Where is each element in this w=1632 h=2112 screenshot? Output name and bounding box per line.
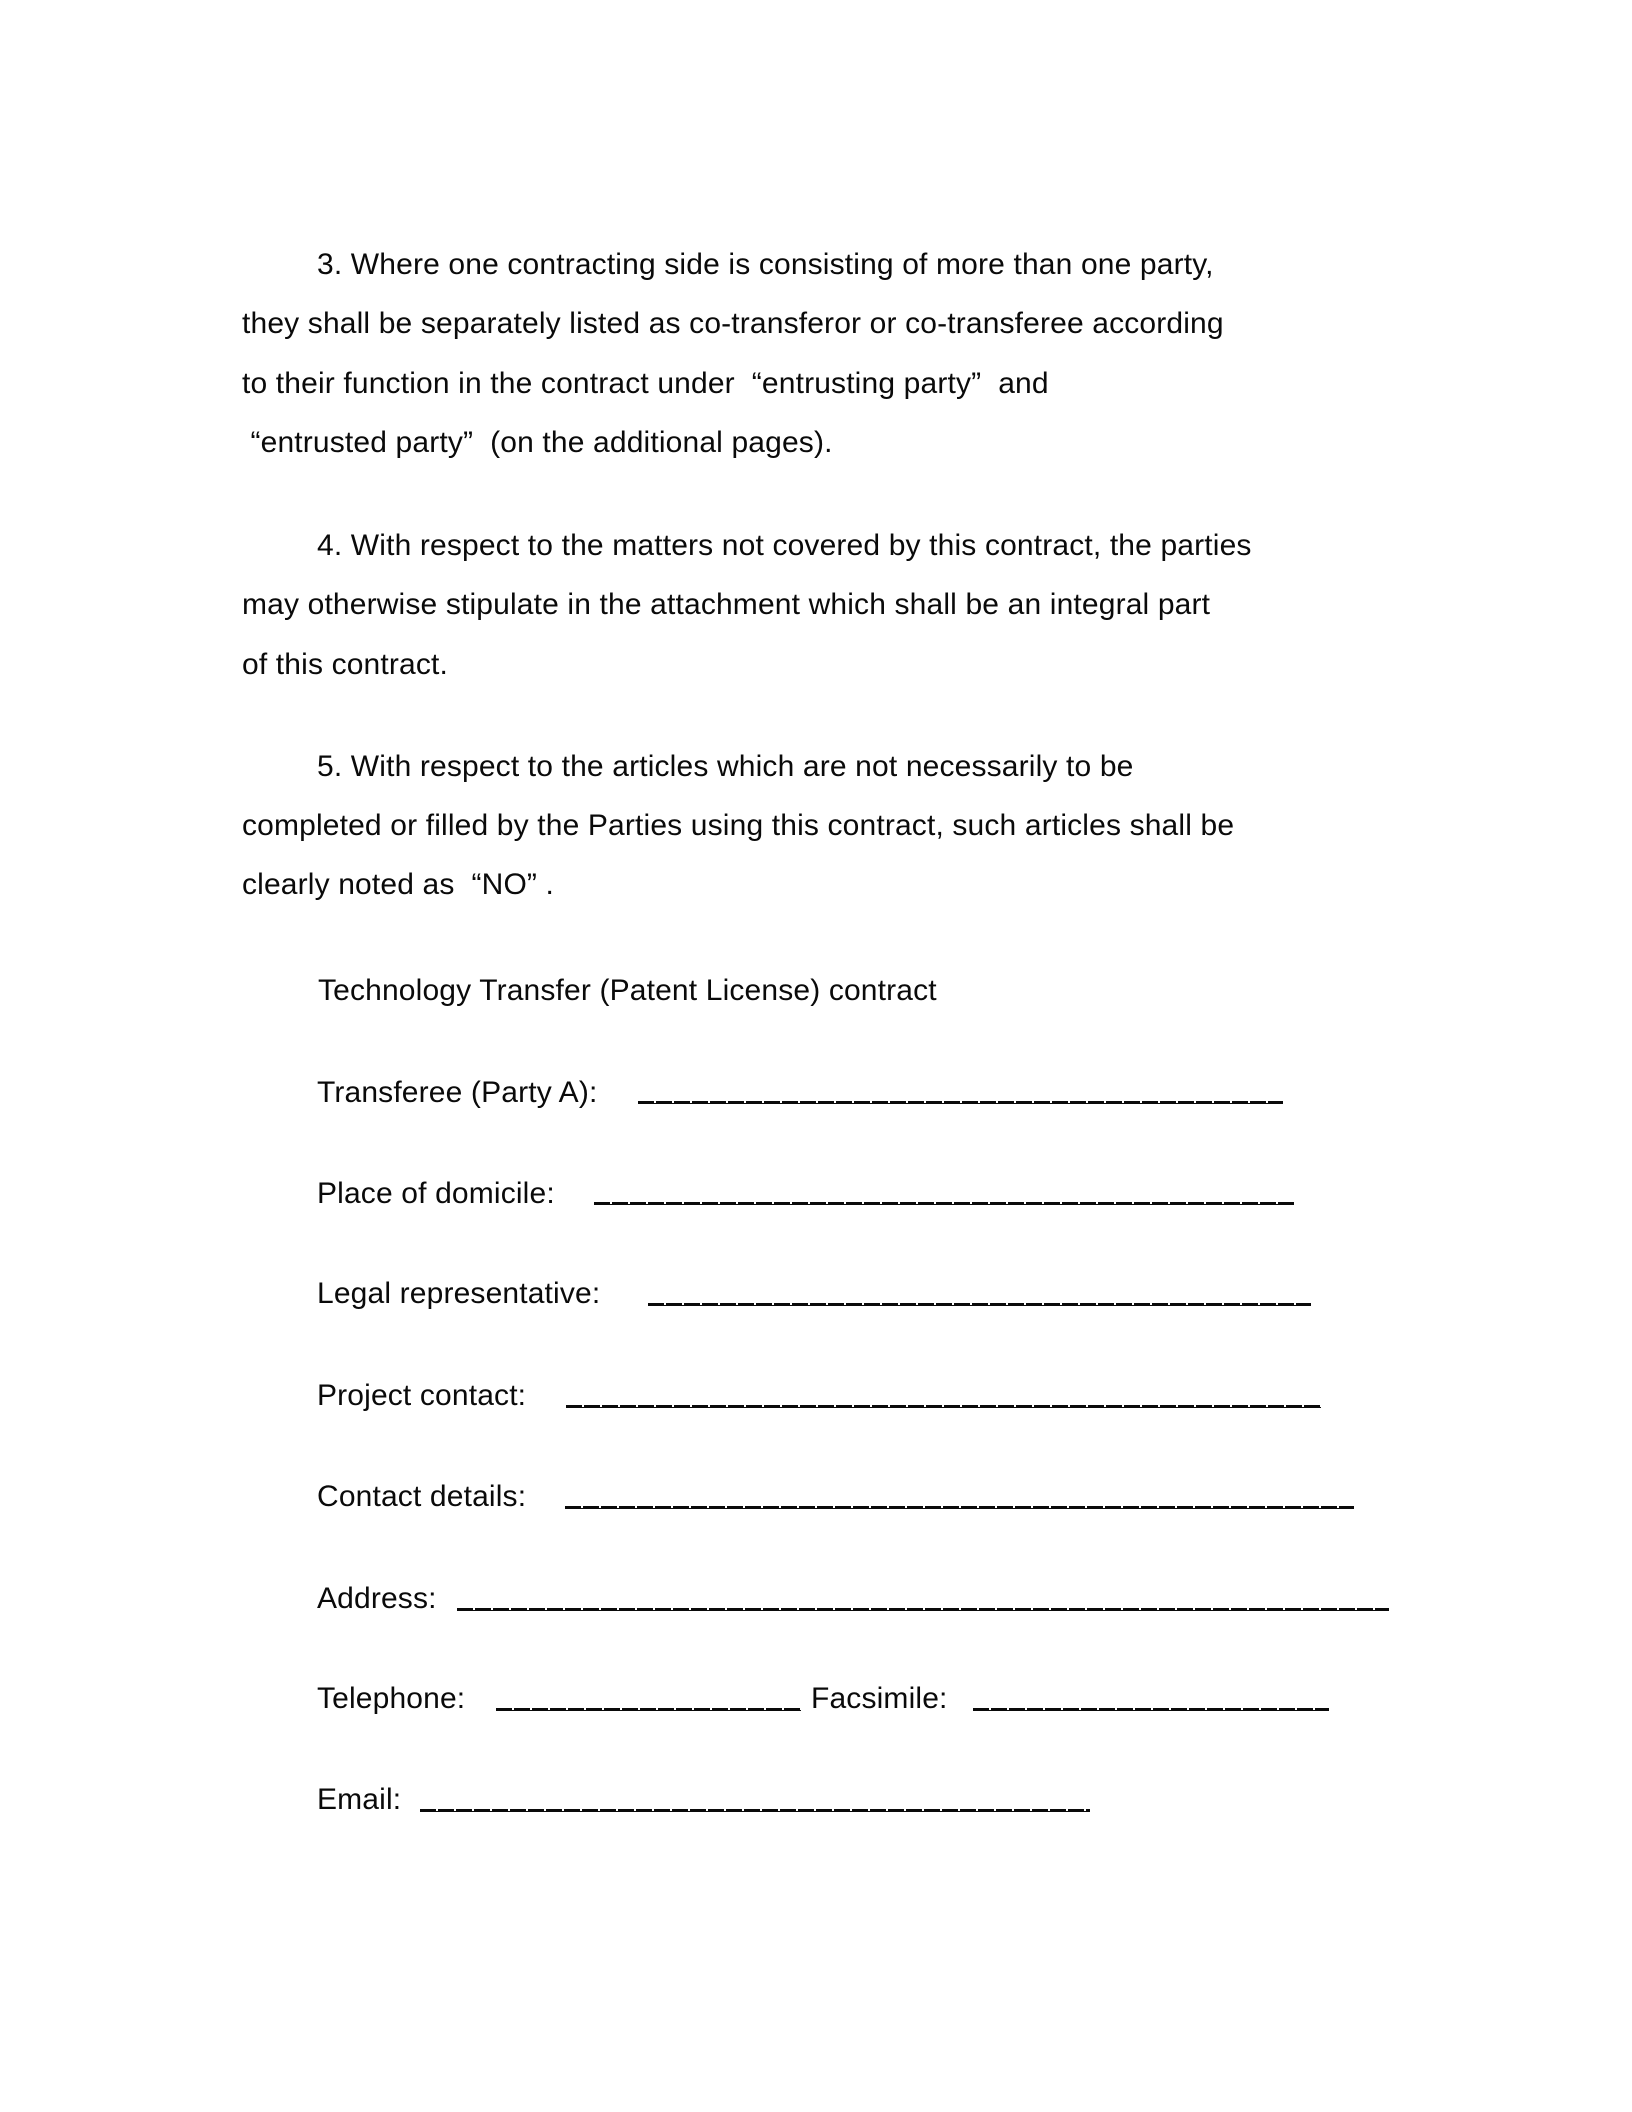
field-label: Address: [317, 1582, 437, 1615]
legal-representative-input[interactable] [648, 1303, 1311, 1306]
paragraph-line: “entrusted party” (on the additional pages). [242, 426, 833, 459]
paragraph-line: completed or filled by the Parties using this contract, such articles shall be [242, 809, 1235, 842]
transferee-input[interactable] [638, 1101, 1283, 1104]
project-contact-input[interactable] [566, 1405, 1321, 1408]
field-label: Transferee (Party A): [317, 1076, 598, 1109]
paragraph-line: clearly noted as “NO” . [242, 868, 555, 901]
facsimile-input[interactable] [973, 1708, 1329, 1711]
address-input[interactable] [457, 1608, 1389, 1611]
paragraph-line: of this contract. [242, 648, 448, 681]
field-label: Email: [317, 1783, 402, 1816]
paragraph-line: 4. With respect to the matters not covered by this contract, the parties [317, 529, 1252, 562]
telephone-input[interactable] [496, 1708, 801, 1711]
field-label: Facsimile: [811, 1682, 948, 1715]
field-label: Contact details: [317, 1480, 527, 1513]
contact-details-input[interactable] [565, 1506, 1354, 1509]
form-title: Technology Transfer (Patent License) contract [318, 974, 937, 1007]
field-label: Place of domicile: [317, 1177, 555, 1210]
paragraph-line: to their function in the contract under “entrusting party” and [242, 367, 1049, 400]
field-label: Project contact: [317, 1379, 527, 1412]
paragraph-line: may otherwise stipulate in the attachment which shall be an integral part [242, 588, 1211, 621]
paragraph-line: 3. Where one contracting side is consisting of more than one party, [317, 248, 1214, 281]
paragraph-line: they shall be separately listed as co-transferor or co-transferee according [242, 307, 1224, 340]
email-input[interactable] [420, 1809, 1090, 1812]
domicile-input[interactable] [594, 1202, 1294, 1205]
field-label: Legal representative: [317, 1277, 601, 1310]
field-label: Telephone: [317, 1682, 466, 1715]
paragraph-line: 5. With respect to the articles which are not necessarily to be [317, 750, 1134, 783]
